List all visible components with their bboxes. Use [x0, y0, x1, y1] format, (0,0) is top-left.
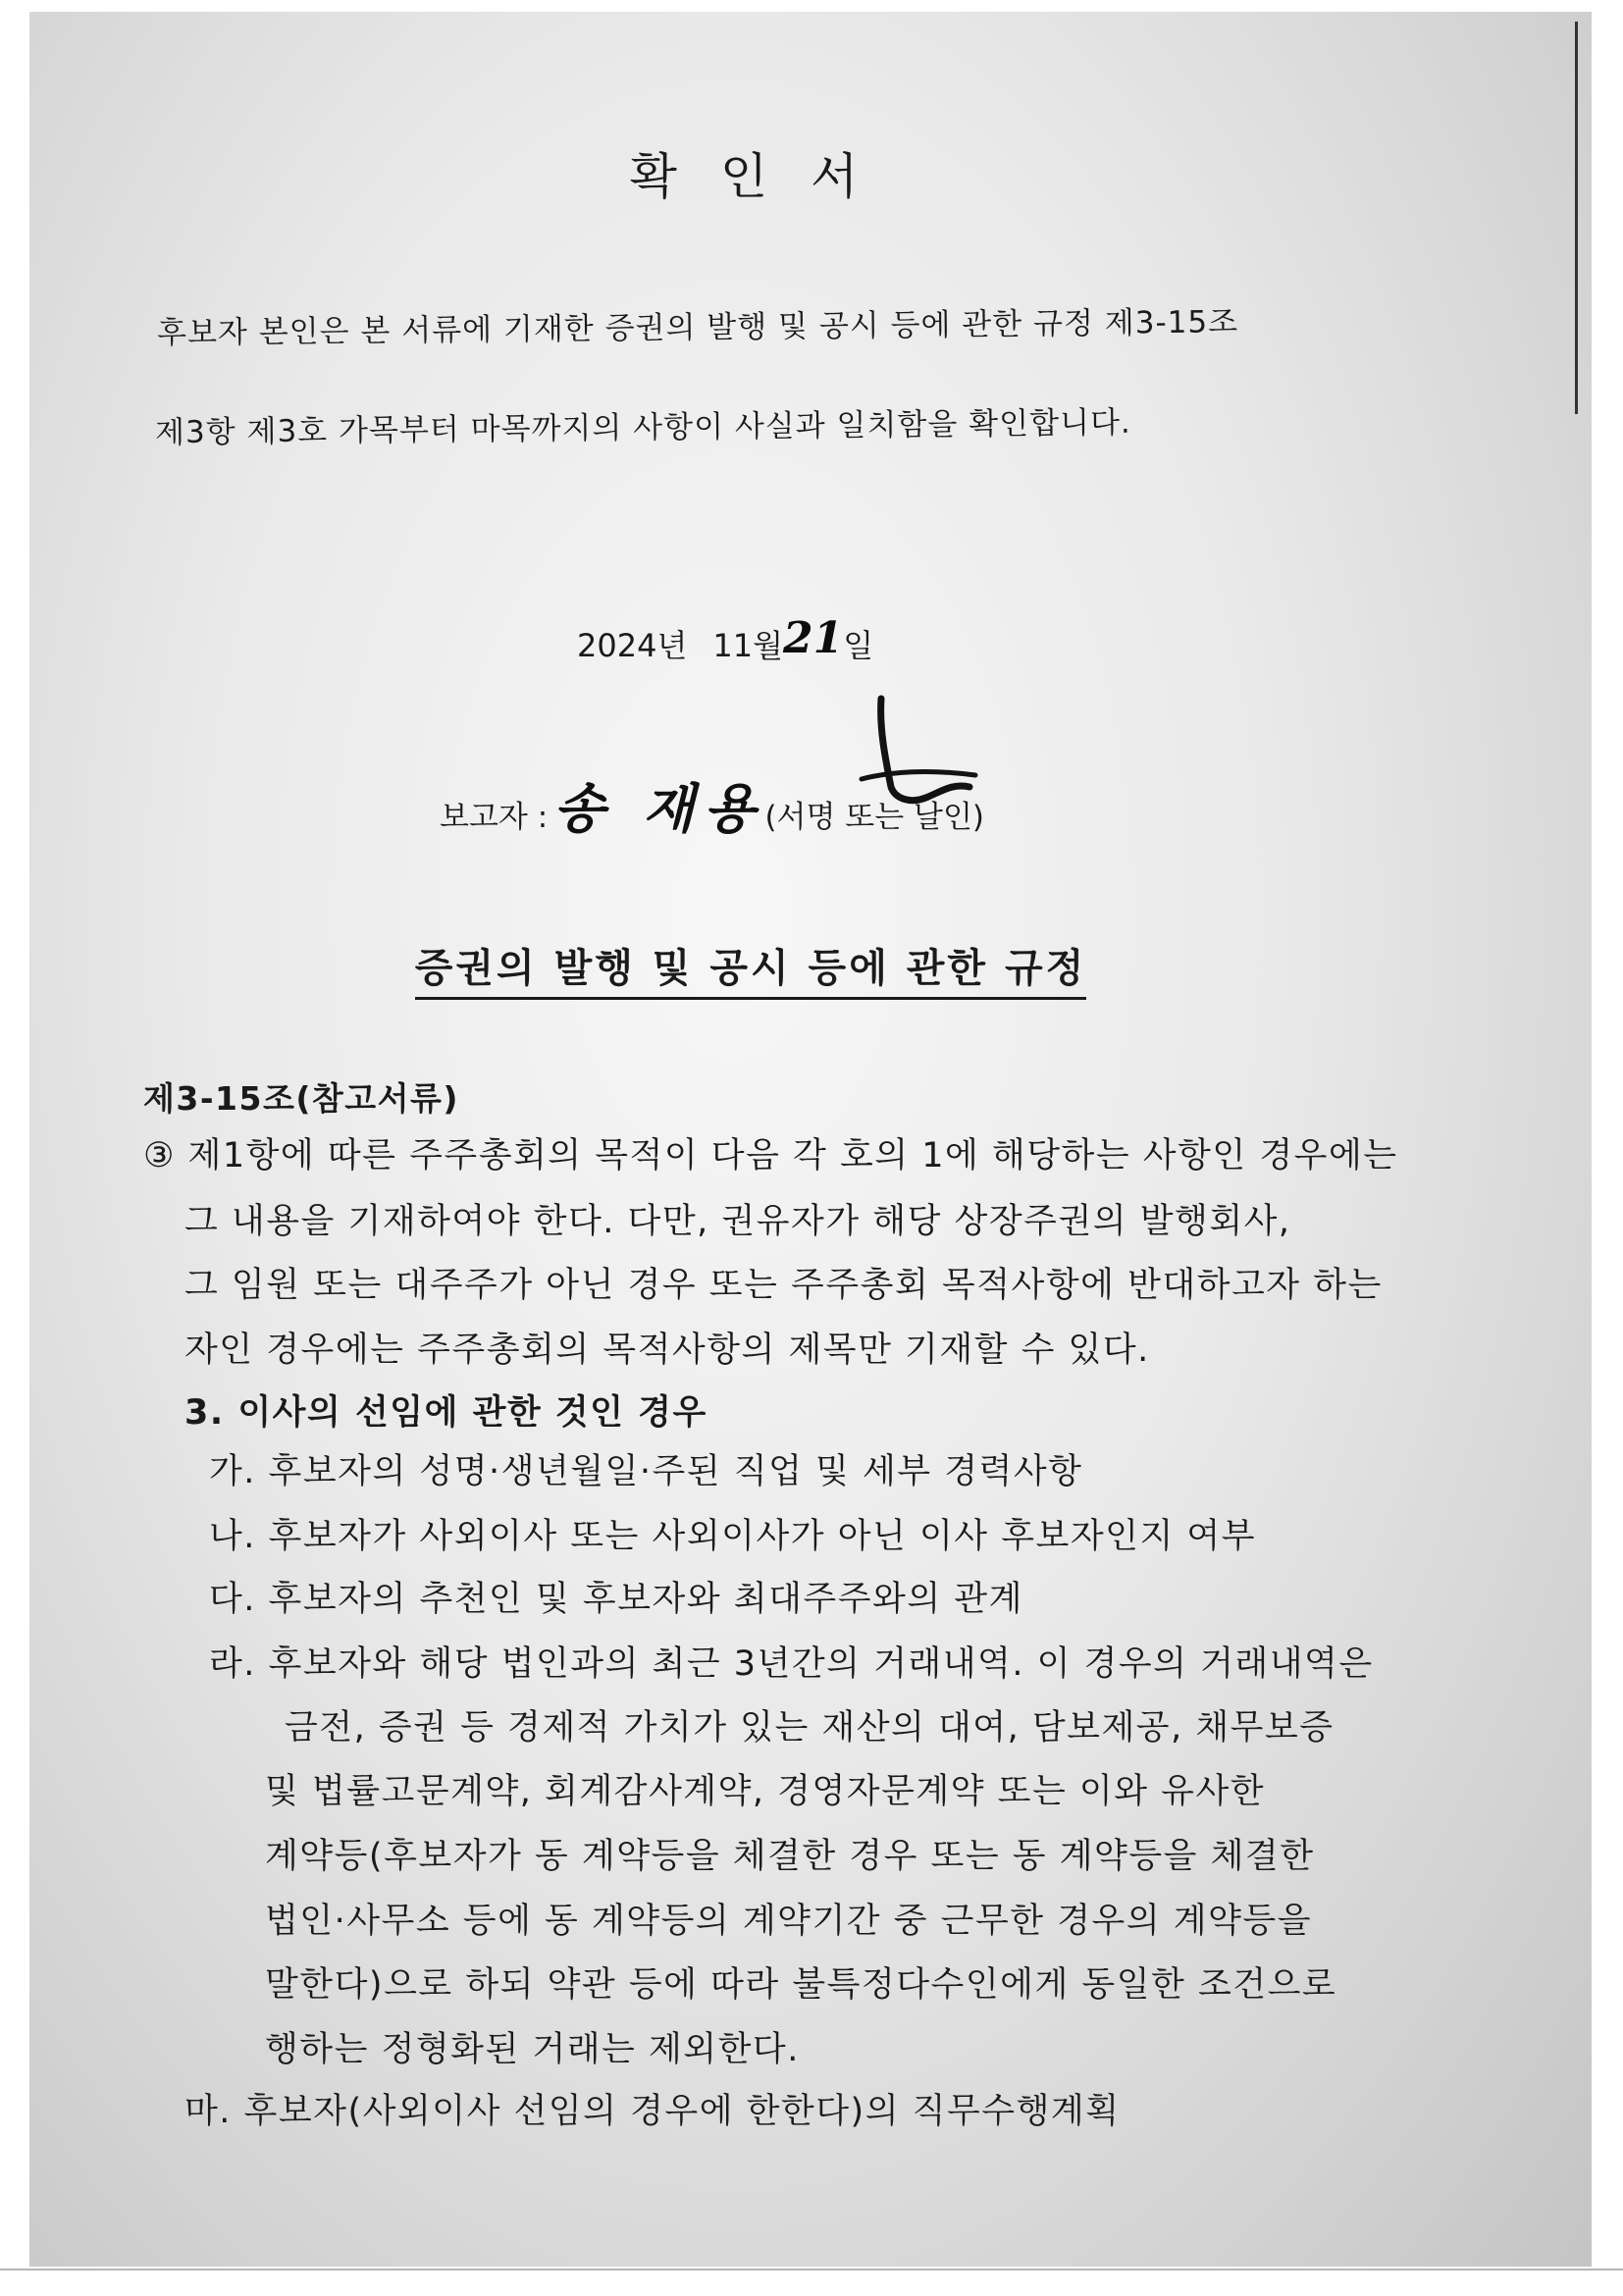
- date-day-suffix: 일: [843, 627, 874, 664]
- regulation-title: 증권의 발행 및 공시 등에 관한 규정: [29, 937, 1472, 993]
- document-title: 확 인 서: [629, 148, 872, 205]
- signature-mark: [852, 689, 989, 816]
- page-bottom-edge: [0, 2269, 1623, 2270]
- confirmation-statement-line-2: 제3항 제3호 가목부터 마목까지의 사항이 사실과 일치함을 확인합니다.: [154, 404, 1131, 451]
- reporter-label: 보고자 :: [440, 800, 549, 835]
- item-3-heading: 3. 이사의 선임에 관한 것인 경우: [184, 1393, 707, 1433]
- reporter-handwritten-name: 송 재용: [553, 777, 765, 840]
- sub-item-ra-continuation: 법인·사무소 등에 동 계약등의 계약기간 중 근무한 경우의 계약등을: [265, 1902, 1313, 1941]
- paragraph-line-1: ③ 제1항에 따른 주주총회의 목적이 다음 각 호의 1에 해당하는 사항인 경우에는: [143, 1136, 1398, 1175]
- sub-item-da: 다. 후보자의 추천인 및 후보자와 최대주주와의 관계: [209, 1580, 1023, 1619]
- handwritten-day: 21: [783, 613, 844, 663]
- date-month: 11월: [712, 627, 783, 664]
- sub-item-ra-continuation: 말한다)으로 하되 약관 등에 따라 불특정다수인에게 동일한 조건으로: [265, 1965, 1337, 2005]
- reporter-signature-note: (서명 또는 날인): [764, 800, 985, 835]
- paragraph-line-3: 그 임원 또는 대주주가 아닌 경우 또는 주주총회 목적사항에 반대하고자 하는: [184, 1266, 1383, 1305]
- sub-item-ra: 라. 후보자와 해당 법인과의 최근 3년간의 거래내역. 이 경우의 거래내역은: [209, 1644, 1374, 1684]
- sub-item-ra-continuation: 행하는 정형화된 거래는 제외한다.: [265, 2030, 800, 2069]
- sub-item-na: 나. 후보자가 사외이사 또는 사외이사가 아닌 이사 후보자인지 여부: [209, 1517, 1257, 1556]
- sub-item-ma: 마. 후보자(사외이사 선임의 경우에 한한다)의 직무수행계획: [184, 2092, 1121, 2131]
- sub-item-ra-continuation: 계약등(후보자가 동 계약등을 체결한 경우 또는 동 계약등을 체결한: [265, 1837, 1315, 1876]
- sub-item-ga: 가. 후보자의 성명·생년월일·주된 직업 및 세부 경력사항: [209, 1452, 1083, 1491]
- article-heading: 제3-15조(참고서류): [143, 1079, 460, 1118]
- date-year: 2024년: [577, 627, 688, 664]
- paragraph-line-4: 자인 경우에는 주주총회의 목적사항의 제목만 기재할 수 있다.: [184, 1331, 1150, 1370]
- sub-item-ra-continuation: 및 법률고문계약, 회계감사계약, 경영자문계약 또는 이와 유사한: [265, 1772, 1266, 1811]
- date-line: [577, 613, 874, 667]
- confirmation-statement-line-1: 후보자 본인은 본 서류에 기재한 증권의 발행 및 공시 등에 관한 규정 제3-15조: [156, 304, 1239, 351]
- sub-item-ra-continuation: 금전, 증권 등 경제적 가치가 있는 재산의 대여, 담보제공, 채무보증: [285, 1708, 1335, 1748]
- scanned-page: [29, 12, 1592, 2267]
- paragraph-line-2: 그 내용을 기재하여야 한다. 다만, 권유자가 해당 상장주권의 발행회사,: [184, 1202, 1291, 1241]
